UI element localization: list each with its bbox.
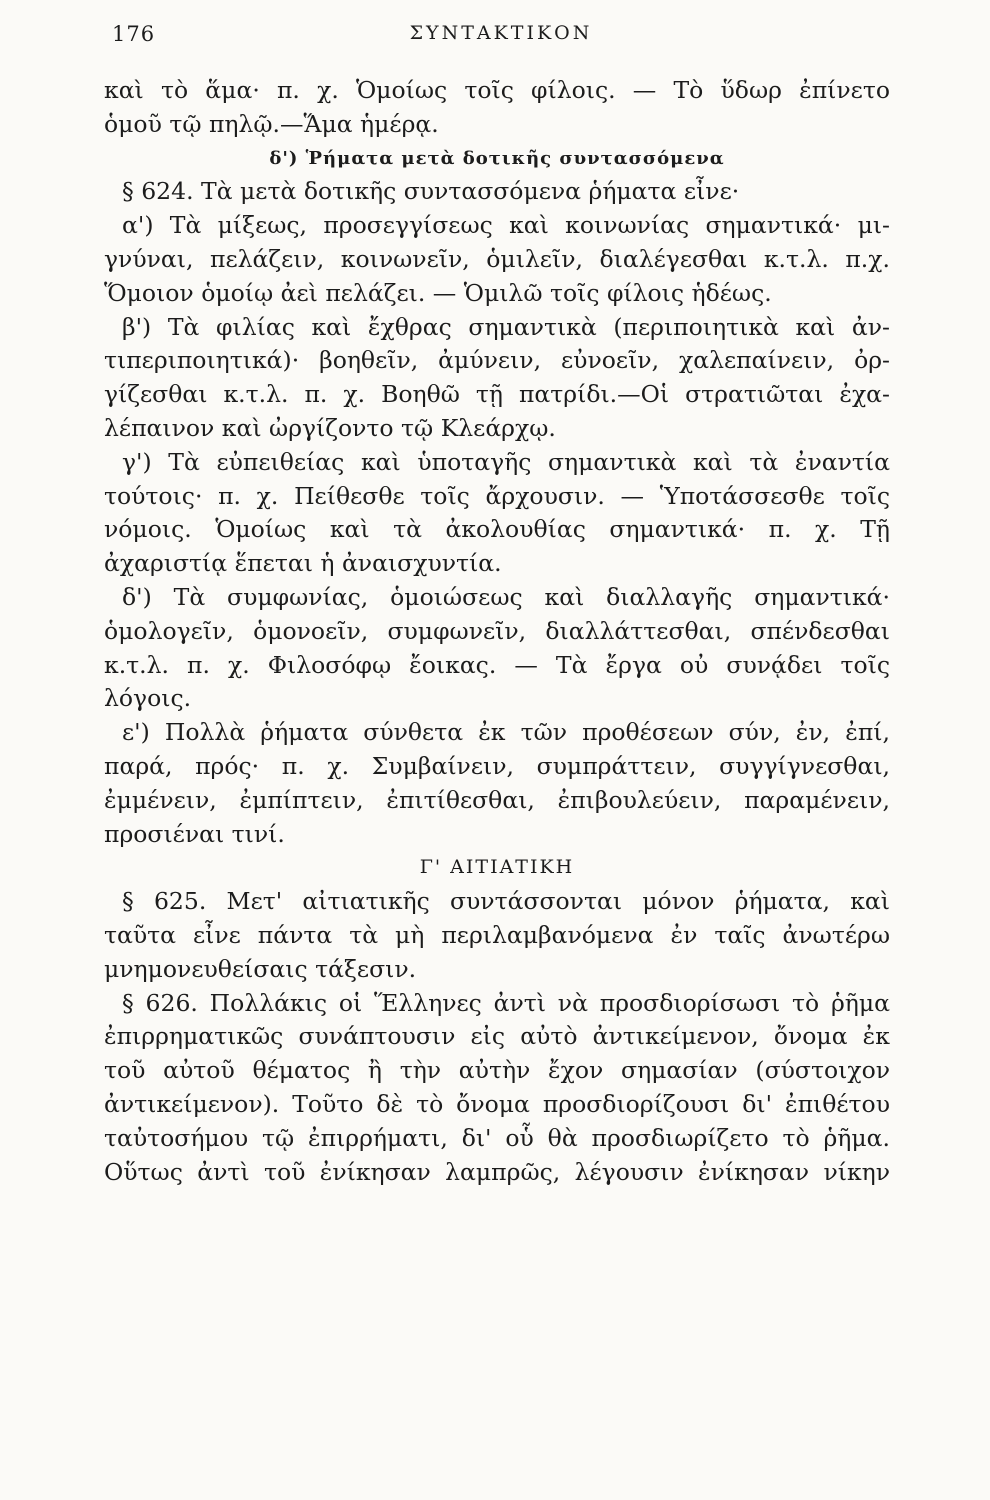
text-line: Γ' ΑΙΤΙΑΤΙΚΗ xyxy=(419,856,575,879)
text-line: ε') Πολλὰ ῥήματα σύνθετα ἐκ τῶν προθέσεων σύν, ἐν, ἐπί, xyxy=(122,718,890,747)
text-line: δ') Ῥήματα μετὰ δοτικῆς συντασσόμενα xyxy=(269,147,725,169)
text-line: Ὅμοιον ὁμοίῳ ἀεὶ πελάζει. — Ὁμιλῶ τοῖς φίλοις ἡδέως. xyxy=(104,278,772,307)
text-line: λέπαινον καὶ ὠργίζοντο τῷ Κλεάρχῳ. xyxy=(104,413,556,442)
text-line: τοῦ αὐτοῦ θέματος ἢ τὴν αὐτὴν ἔχον σημασίαν (σύστοιχον xyxy=(104,1056,890,1085)
text-line: § 626. Πολλάκις οἱ Ἕλληνες ἀντὶ νὰ προσδιορίσωσι τὸ ῥῆμα xyxy=(122,988,890,1017)
text-line: γ') Τὰ εὐπειθείας καὶ ὑποταγῆς σημαντικὰ καὶ τὰ ἐναντία xyxy=(122,447,890,476)
text-line: νόμοις. Ὁμοίως καὶ τὰ ἀκολουθίας σημαντικά· π. χ. Τῇ xyxy=(104,515,890,544)
text-line: ταὐτοσήμου τῷ ἐπιρρήματι, δι' οὗ θὰ προσδιωρίζετο τὸ ῥῆμα. xyxy=(104,1123,890,1152)
page-body xyxy=(104,74,890,1189)
text-line: ἐμμένειν, ἐμπίπτειν, ἐπιτίθεσθαι, ἐπιβουλεύειν, παραμένειν, xyxy=(104,785,890,814)
text-line: κ.τ.λ. π. χ. Φιλοσόφῳ ἔοικας. — Τὰ ἔργα οὐ συνᾴδει τοῖς xyxy=(104,650,890,679)
text-line: § 624. Τὰ μετὰ δοτικῆς συντασσόμενα ῥήματα εἶνε· xyxy=(122,177,740,206)
text-line: ὁμολογεῖν, ὁμονοεῖν, συμφωνεῖν, διαλλάττεσθαι, σπένδεσθαι xyxy=(104,616,890,645)
running-title: ΣΥΝΤΑΚΤΙΚΟΝ xyxy=(409,22,593,44)
text-line: δ') Τὰ συμφωνίας, ὁμοιώσεως καὶ διαλλαγῆς σημαντικά· xyxy=(122,582,890,611)
text-line: β') Τὰ φιλίας καὶ ἔχθρας σημαντικὰ (περιποιητικὰ καὶ ἀν- xyxy=(122,312,890,341)
text-line: καὶ τὸ ἅμα· π. χ. Ὁμοίως τοῖς φίλοις. — Τὸ ὕδωρ ἐπίνετο xyxy=(104,76,890,104)
text-line: γνύναι, πελάζειν, κοινωνεῖν, ὁμιλεῖν, διαλέγεσθαι κ.τ.λ. π.χ. xyxy=(104,244,890,273)
text-line: τιπεριποιητικά)· βοηθεῖν, ἀμύνειν, εὐνοεῖν, χαλεπαίνειν, ὀρ- xyxy=(104,346,890,375)
text-line: ταῦτα εἶνε πάντα τὰ μὴ περιλαμβανόμενα ἐν ταῖς ἀνωτέρω xyxy=(104,920,890,949)
text-line: ἀντικείμενον). Τοῦτο δὲ τὸ ὄνομα προσδιορίζουσι δι' ἐπιθέτου xyxy=(104,1089,890,1118)
text-line: ἐπιρρηματικῶς συνάπτουσιν εἰς αὐτὸ ἀντικείμενον, ὄνομα ἐκ xyxy=(104,1022,890,1051)
text-line: α') Τὰ μίξεως, προσεγγίσεως καὶ κοινωνίας σημαντικά· μι- xyxy=(122,211,890,240)
text-line: ὁμοῦ τῷ πηλῷ.—Ἅμα ἡμέρᾳ. xyxy=(104,109,439,138)
text-line: ἀχαριστίᾳ ἕπεται ἡ ἀναισχυντία. xyxy=(104,549,502,578)
text-line: μνημονευθείσαις τάξεσιν. xyxy=(104,954,417,983)
text-line: παρά, πρός· π. χ. Συμβαίνειν, συμπράττειν, συγγίγνεσθαι, xyxy=(104,751,890,780)
page-number: 176 xyxy=(112,22,156,46)
text-line: § 625. Μετ' αἰτιατικῆς συντάσσονται μόνον ῥήματα, καὶ xyxy=(122,887,890,916)
text-line: Οὕτως ἀντὶ τοῦ ἐνίκησαν λαμπρῶς, λέγουσιν ἐνίκησαν νίκην xyxy=(104,1157,890,1186)
text-line: τούτοις· π. χ. Πείθεσθε τοῖς ἄρχουσιν. — Ὑποτάσσεσθε τοῖς xyxy=(104,481,890,510)
text-line: λόγοις. xyxy=(104,684,192,713)
text-line: προσιέναι τινί. xyxy=(104,819,285,848)
page-header xyxy=(112,22,890,56)
text-line: γίζεσθαι κ.τ.λ. π. χ. Βοηθῶ τῇ πατρίδι.—Οἱ στρατιῶται ἐχα- xyxy=(104,380,890,409)
